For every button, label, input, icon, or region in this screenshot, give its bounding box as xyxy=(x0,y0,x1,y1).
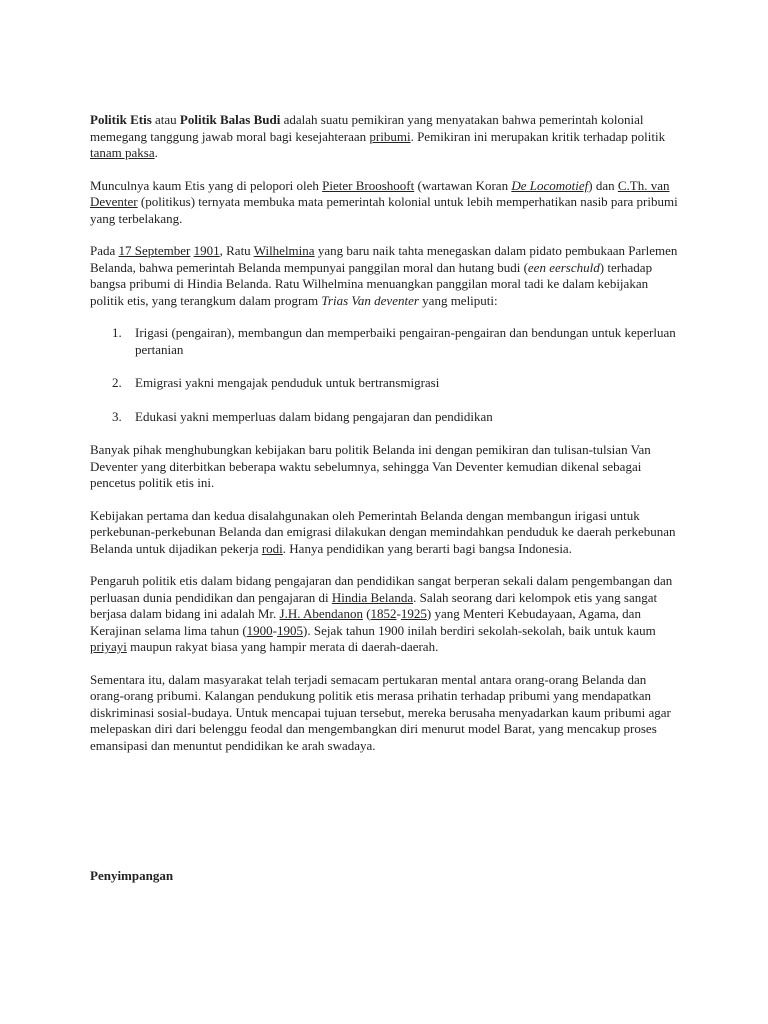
link-1901[interactable]: 1901 xyxy=(193,243,220,258)
italic-trias-van-deventer: Trias Van deventer xyxy=(321,292,419,308)
list-number: 1. xyxy=(112,325,122,340)
link-17-september[interactable]: 17 September xyxy=(118,243,191,258)
link-1925[interactable]: 1925 xyxy=(400,606,427,621)
list-item xyxy=(112,375,680,392)
text-run: . Salah seorang dari kelompok etis yang sangat berjasa dalam bidang ini adalah Mr. xyxy=(90,589,658,621)
text-run: ) yang Menteri Kebudayaan, Agama, dan Kerajinan selama lima tahun ( xyxy=(90,606,641,638)
link-priyayi[interactable]: priyayi xyxy=(90,639,127,654)
italic-text: De Locomotief xyxy=(511,177,589,193)
list-number: 3. xyxy=(112,408,122,424)
link-wilhelmina[interactable]: Wilhelmina xyxy=(253,243,315,258)
link-1900[interactable]: 1900 xyxy=(246,622,273,638)
text-run: (wartawan Koran xyxy=(414,177,512,193)
text-run: yang baru naik tahta menegaskan dalam pidato pembukaan Parlemen Belanda, bahwa pemerintah Belanda mempunyai panggilan moral dan hutang budi ( xyxy=(90,243,678,275)
paragraph-kaum-etis xyxy=(90,178,680,228)
text-run: ( xyxy=(362,606,371,621)
list-text: Irigasi (pengairan), membangun dan memperbaiki pengairan-pengairan dan bendungan untuk keperluan pertanian xyxy=(135,325,676,357)
text-run: adalah suatu pemikiran yang menyatakan bahwa pemerintah kolonial memegang tanggung jawab moral bagi kesejahteraan xyxy=(90,112,644,144)
link-de-locomotief[interactable] xyxy=(511,178,588,193)
text-run: . xyxy=(154,145,158,160)
text-run: - xyxy=(396,606,401,621)
list-item xyxy=(112,408,680,426)
paragraph-kebijakan xyxy=(90,508,680,558)
trias-list xyxy=(90,325,680,425)
list-text: Emigrasi yakni mengajak penduduk untuk bertransmigrasi xyxy=(135,375,440,390)
paragraph-masyarakat: Sementara itu, dalam masyarakat telah terjadi semacam pertukaran mental antara orang-orang Belanda dan orang-orang pribumi. Kalangan pendukung politik etis merasa prihatin terhadap pribumi yang mendapatkan diskriminasi sosial-budaya. Untuk mencapai tujuan tersebut, mereka berusaha menyadarkan kaum pribumi agar melepaskan diri dari belenggu feodal dan mengembangkan diri menurut model Barat, yang mencakup proses emansipasi dan menuntut pendidikan ke arah swadaya. xyxy=(90,671,671,753)
text-run: maupun rakyat biasa yang hampir merata di daerah-daerah. xyxy=(126,639,439,654)
text-run: ). Sejak tahun 1900 inilah berdiri sekolah-sekolah, baik untuk kaum xyxy=(303,622,656,638)
text-run: ) dan xyxy=(588,177,618,193)
link-1905[interactable]: 1905 xyxy=(277,622,304,638)
link-rodi[interactable]: rodi xyxy=(261,540,283,556)
text-run: Pengaruh politik etis dalam bidang pengajaran dan pendidikan sangat berperan sekali dalam pengembangan dan perluasan dunia pendidikan dan pengajaran di xyxy=(90,573,673,605)
text-run: ) terhadap bangsa pribumi di Hindia Belanda. Ratu Wilhelmina menuangkan panggilan moral tadi ke dalam kebijakan politik etis, yang terangkum dalam program xyxy=(90,259,653,308)
paragraph-wilhelmina xyxy=(90,243,680,309)
link-abendanon[interactable]: J.H. Abendanon xyxy=(279,606,363,621)
text-run: - xyxy=(272,622,278,638)
link-hindia-belanda[interactable]: Hindia Belanda xyxy=(331,589,414,605)
term-politik-etis: Politik Etis xyxy=(90,112,152,127)
link-tanam-paksa[interactable]: tanam paksa xyxy=(90,145,155,160)
paragraph-pengaruh xyxy=(90,573,680,656)
term-politik-balas-budi: Politik Balas Budi xyxy=(179,112,281,127)
section-heading-penyimpangan: Penyimpangan xyxy=(90,868,174,883)
text-run: (politikus) ternyata membuka mata pemerintah kolonial untuk lebih memperhatikan nasib para pribumi yang terbelakang. xyxy=(90,194,678,226)
text-run: Kebijakan pertama dan kedua disalahgunakan oleh Pemerintah Belanda dengan membangun irigasi untuk perkebunan-perkebunan Belanda dan emigrasi dilakukan dengan memindahkan penduduk ke daerah perkebunan Belanda untuk dijadikan pekerja xyxy=(90,507,676,556)
link-van-deventer[interactable]: C.Th. van Deventer xyxy=(90,177,670,209)
paragraph-van-deventer: Banyak pihak menghubungkan kebijakan baru politik Belanda ini dengan pemikiran dan tulisan-tulsian Van Deventer yang diterbitkan beberapa waktu sebelumnya, sehingga Van Deventer kemudian dikenal sebagai pencetus politik etis ini. xyxy=(90,442,651,490)
text-run: , Ratu xyxy=(219,243,254,258)
link-pribumi[interactable]: pribumi xyxy=(369,128,411,144)
text-run: Munculnya kaum Etis yang di pelopori oleh xyxy=(90,177,323,193)
text-run: . Pemikiran ini merupakan kritik terhadap politik xyxy=(410,128,666,144)
list-text: Edukasi yakni memperluas dalam bidang pengajaran dan pendidikan xyxy=(135,408,493,424)
text-run: . Hanya pendidikan yang berarti bagi bangsa Indonesia. xyxy=(282,540,572,556)
text-run: yang meliputi: xyxy=(418,292,498,308)
link-pieter-brooshooft[interactable]: Pieter Brooshooft xyxy=(322,177,415,193)
paragraph-intro xyxy=(90,112,680,162)
document-body xyxy=(90,112,680,770)
list-item xyxy=(112,325,680,358)
list-number: 2. xyxy=(112,375,122,390)
link-1852[interactable]: 1852 xyxy=(370,606,397,621)
text-run: atau xyxy=(151,112,180,127)
text-run: Pada xyxy=(90,243,119,258)
italic-een-eerschuld: een eerschuld xyxy=(527,259,600,275)
